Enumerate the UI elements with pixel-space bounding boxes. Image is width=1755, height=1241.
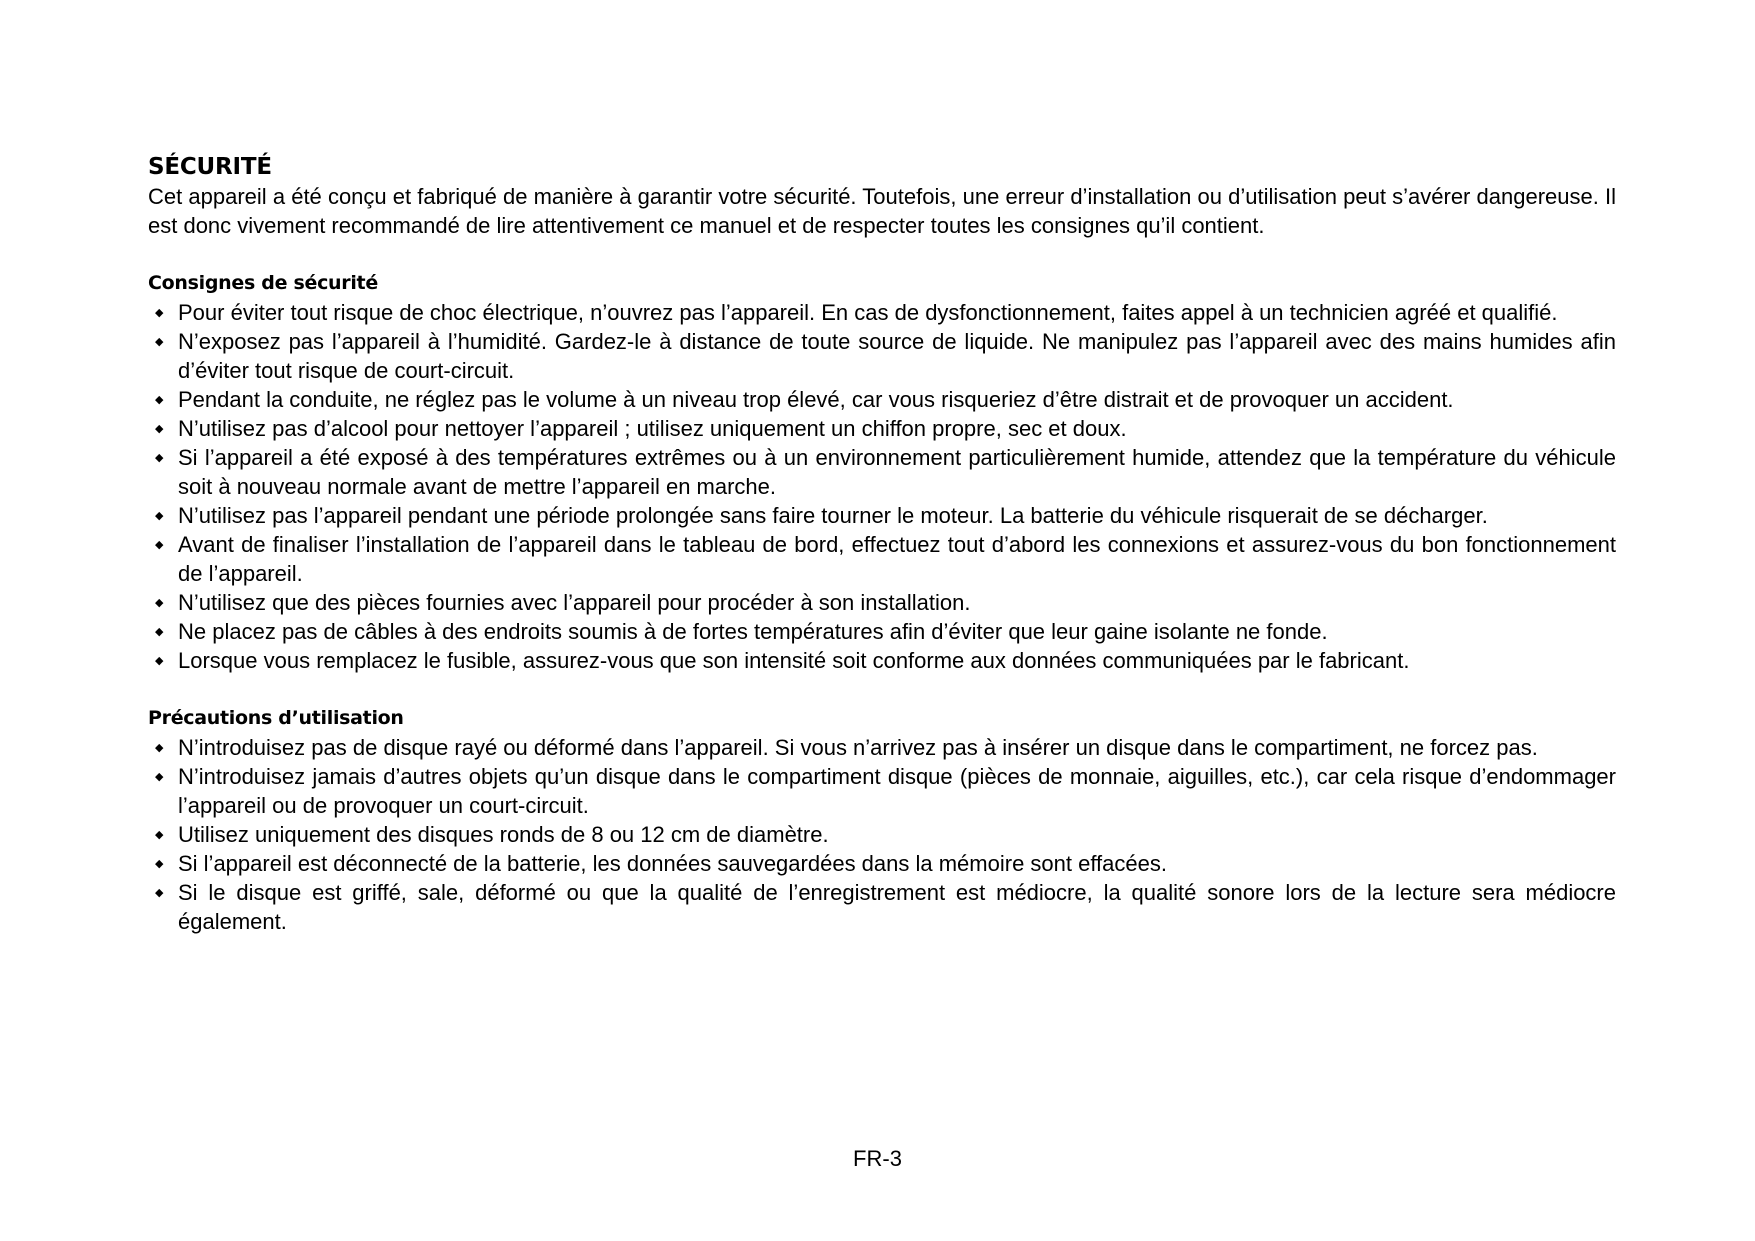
page-number: FR-3 <box>853 1146 902 1171</box>
list-item <box>148 443 1616 501</box>
diamond-bullet-icon: ◆ <box>155 452 164 464</box>
list-item-text: Ne placez pas de câbles à des endroits soumis à de fortes températures afin d’éviter que leur gaine isolante ne fonde. <box>178 619 1328 644</box>
diamond-bullet-icon: ◆ <box>155 655 164 667</box>
list-item-text: Si l’appareil est déconnecté de la batterie, les données sauvegardées dans la mémoire sont effacées. <box>178 851 1167 876</box>
list-item <box>148 762 1616 820</box>
list-item-text: Utilisez uniquement des disques ronds de 8 ou 12 cm de diamètre. <box>178 822 829 847</box>
list-item <box>148 820 1616 849</box>
list-item <box>148 327 1616 385</box>
safety-instructions-list <box>148 298 1616 675</box>
list-item-text: N’introduisez jamais d’autres objets qu’un disque dans le compartiment disque (pièces de monnaie, aiguilles, etc.), car cela risque d’endommager l’appareil ou de provoquer un court-circuit. <box>178 764 1616 818</box>
list-item-text: N’utilisez pas d’alcool pour nettoyer l’appareil ; utilisez uniquement un chiffon propre, sec et doux. <box>178 416 1127 441</box>
page-title: SÉCURITÉ <box>148 154 272 180</box>
list-item-text: N’exposez pas l’appareil à l’humidité. Gardez-le à distance de toute source de liquide. Ne manipulez pas l’appareil avec des mains humides afin d’éviter tout risque de court-circuit. <box>178 329 1616 383</box>
diamond-bullet-icon: ◆ <box>155 771 164 783</box>
diamond-bullet-icon: ◆ <box>155 626 164 638</box>
intro-paragraph: Cet appareil a été conçu et fabriqué de manière à garantir votre sécurité. Toutefois, une erreur d’installation ou d’utilisation peut s’avérer dangereuse. Il est donc vivement recommandé de lire attentivement ce manuel et de respecter toutes les consignes qu’il contient. <box>148 184 1616 238</box>
list-item-text: Pendant la conduite, ne réglez pas le volume à un niveau trop élevé, car vous risqueriez d’être distrait et de provoquer un accident. <box>178 387 1454 412</box>
list-item <box>148 530 1616 588</box>
list-item-text: N’utilisez que des pièces fournies avec l’appareil pour procéder à son installation. <box>178 590 971 615</box>
list-item-text: Si l’appareil a été exposé à des températures extrêmes ou à un environnement particulièrement humide, attendez que la température du véhicule soit à nouveau normale avant de mettre l’appareil en marche. <box>178 445 1616 499</box>
list-item-text: Avant de finaliser l’installation de l’appareil dans le tableau de bord, effectuez tout d’abord les connexions et assurez-vous du bon fonctionnement de l’appareil. <box>178 532 1616 586</box>
diamond-bullet-icon: ◆ <box>155 336 164 348</box>
list-item <box>148 501 1616 530</box>
diamond-bullet-icon: ◆ <box>155 829 164 841</box>
diamond-bullet-icon: ◆ <box>155 742 164 754</box>
page-content <box>148 152 1616 936</box>
diamond-bullet-icon: ◆ <box>155 597 164 609</box>
list-item-text: Si le disque est griffé, sale, déformé ou que la qualité de l’enregistrement est médiocre, la qualité sonore lors de la lecture sera médiocre également. <box>178 880 1616 934</box>
diamond-bullet-icon: ◆ <box>155 423 164 435</box>
list-item-text: Pour éviter tout risque de choc électrique, n’ouvrez pas l’appareil. En cas de dysfonctionnement, faites appel à un technicien agréé et qualifié. <box>178 300 1558 325</box>
list-item <box>148 617 1616 646</box>
list-item-text: N’introduisez pas de disque rayé ou déformé dans l’appareil. Si vous n’arrivez pas à insérer un disque dans le compartiment, ne forcez pas. <box>178 735 1538 760</box>
diamond-bullet-icon: ◆ <box>155 539 164 551</box>
diamond-bullet-icon: ◆ <box>155 510 164 522</box>
list-item-text: N’utilisez pas l’appareil pendant une période prolongée sans faire tourner le moteur. La batterie du véhicule risquerait de se décharger. <box>178 503 1488 528</box>
list-item <box>148 588 1616 617</box>
list-item <box>148 849 1616 878</box>
diamond-bullet-icon: ◆ <box>155 887 164 899</box>
list-item <box>148 385 1616 414</box>
section-title-usage-precautions: Précautions d’utilisation <box>148 707 404 729</box>
list-item <box>148 646 1616 675</box>
list-item <box>148 733 1616 762</box>
list-item <box>148 414 1616 443</box>
usage-precautions-list <box>148 733 1616 936</box>
list-item-text: Lorsque vous remplacez le fusible, assurez-vous que son intensité soit conforme aux données communiquées par le fabricant. <box>178 648 1410 673</box>
diamond-bullet-icon: ◆ <box>155 858 164 870</box>
list-item <box>148 878 1616 936</box>
list-item <box>148 298 1616 327</box>
diamond-bullet-icon: ◆ <box>155 307 164 319</box>
diamond-bullet-icon: ◆ <box>155 394 164 406</box>
section-title-safety-instructions: Consignes de sécurité <box>148 272 378 294</box>
